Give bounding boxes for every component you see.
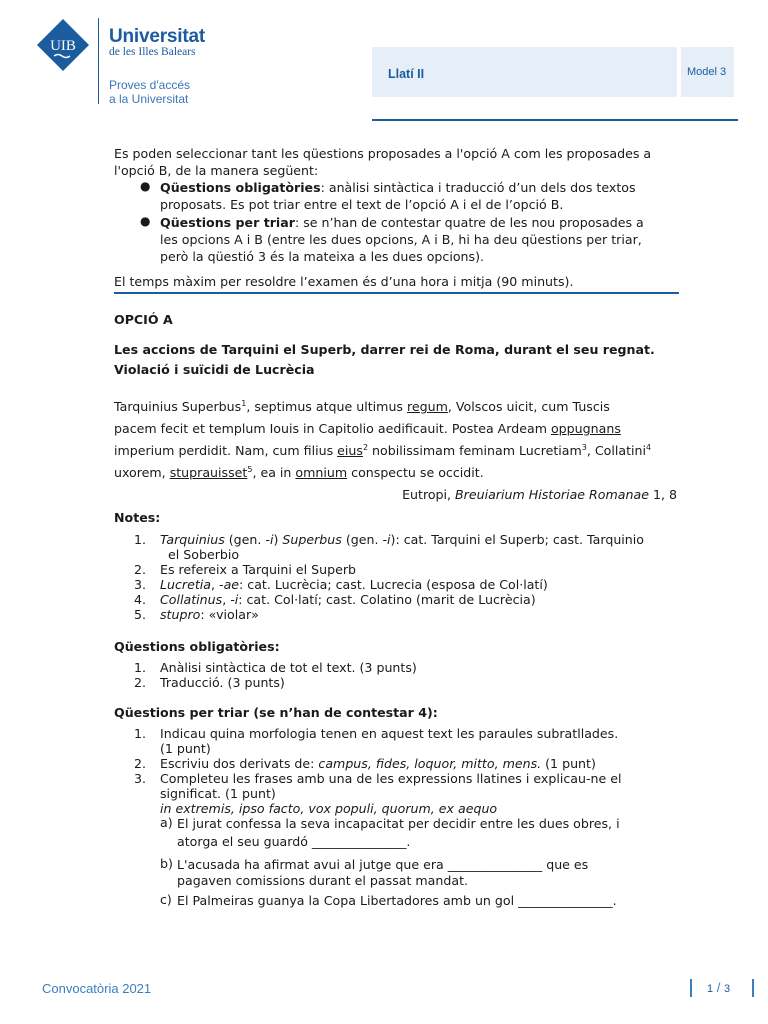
proves-label (109, 78, 190, 106)
footnote-ref: 1 (241, 398, 247, 408)
latin-line1 (114, 398, 677, 415)
bullet-optional-text: : se n’han de contestar quatre de les nou proposades a (294, 215, 644, 230)
proves-line2: a la Universitat (109, 92, 189, 106)
intro-line1: Es poden seleccionar tant les qüestions proposades a l'opció A com les proposades a (114, 146, 652, 161)
expressions-list: in extremis, ipso facto, vox populi, quorum, ex aequo (160, 801, 498, 816)
bullet-mandatory-bold: Qüestions obligatòries (160, 180, 321, 195)
underlined-word: eius (337, 443, 363, 458)
list-number: 1. (134, 660, 147, 675)
note-italic: -i (265, 532, 274, 547)
note-item (160, 592, 677, 607)
sub-item-c-line1: El Palmeiras guanya la Copa Libertadores amb un gol _______________. (177, 893, 617, 908)
note-text: : «violar» (200, 607, 259, 622)
bullet-optional-line3: però la qüestió 3 és la mateixa a les dues opcions). (160, 249, 484, 264)
q2-points: (1 punt) (541, 756, 596, 771)
proves-line1: Proves d'accés (109, 78, 190, 92)
note-text: ) (273, 532, 283, 547)
latin-seg: pacem fecit et templum Iouis in Capitolio aedificauit. Postea Ardeam (114, 421, 551, 436)
source-work: Breuiarium Historiae Romanae (455, 487, 649, 502)
list-number: 5. (134, 607, 147, 622)
latin-seg: , ea in (252, 465, 296, 480)
q2-words: campus, fides, loquor, mitto, mens. (318, 756, 542, 771)
time-limit: El temps màxim per resoldre l’examen és d’una hora i mitja (90 minuts). (114, 274, 574, 289)
footnote-ref: 4 (646, 442, 652, 452)
option-heading: OPCIÓ A (114, 312, 173, 327)
sub-item-b-line2: pagaven comissions durant el passat mandat. (177, 873, 469, 888)
sub-letter: a) (160, 815, 173, 830)
footer-convocatoria: Convocatòria 2021 (42, 981, 152, 996)
page-total: 3 (723, 983, 731, 995)
mandatory-item: Anàlisi sintàctica de tot el text. (3 punts) (160, 660, 417, 675)
list-number: 4. (134, 592, 147, 607)
note-text: ): cat. Tarquini el Superb; cast. Tarquinio (390, 532, 644, 547)
note-item (160, 577, 677, 592)
page-sep: / (713, 980, 724, 995)
subject-title: Llatí II (388, 67, 425, 81)
question-3-line1: Completeu les frases amb una de les expressions llatines i explicau-ne el (160, 771, 622, 786)
latin-line4 (114, 464, 677, 481)
note-text: (gen. (224, 532, 266, 547)
bullet-icon: ● (140, 214, 151, 228)
list-number: 3. (134, 771, 147, 786)
source-author: Eutropi, (402, 487, 456, 502)
note-text: : cat. Col·latí; cast. Colatino (marit de Lucrècia) (238, 592, 536, 607)
footnote-ref: 5 (247, 464, 253, 474)
source-citation (114, 486, 677, 503)
note-italic: -ae (219, 577, 240, 592)
note-text: , (211, 577, 220, 592)
list-number: 2. (134, 756, 147, 771)
logo-text: UIB (50, 38, 76, 54)
note-italic: -i (230, 592, 239, 607)
text-title-line1: Les accions de Tarquini el Superb, darrer rei de Roma, durant el seu regnat. (114, 342, 655, 357)
latin-line2 (114, 420, 677, 437)
page-bar-right (752, 979, 754, 997)
list-number: 1. (134, 726, 147, 741)
question-1-line1: Indicau quina morfologia tenen en aquest text les paraules subratllades. (160, 726, 619, 741)
question-3-line2: significat. (1 punt) (160, 786, 276, 801)
bullet-mandatory (160, 179, 677, 196)
underlined-word: stuprauisset (169, 465, 248, 480)
q2-text: Escriviu dos derivats de: (160, 756, 319, 771)
bullet-optional-bold: Qüestions per triar (160, 215, 295, 230)
university-subtitle: de les Illes Balears (109, 46, 196, 58)
note-text: : cat. Lucrècia; cast. Lucrecia (esposa de Col·latí) (239, 577, 548, 592)
page-current: 1 (707, 983, 714, 995)
note-italic: Tarquinius (160, 532, 225, 547)
note-text: (gen. (341, 532, 383, 547)
mandatory-heading: Qüestions obligatòries: (114, 639, 280, 654)
page-bar-left (690, 979, 692, 997)
list-number: 3. (134, 577, 147, 592)
header-divider (98, 18, 99, 104)
sub-item-b-line1: L'acusada ha afirmat avui al jutge que era _______________ que es (177, 857, 589, 872)
note-italic: Lucretia (160, 577, 212, 592)
section-rule (114, 292, 679, 294)
note-italic: -i (382, 532, 391, 547)
note-text: , (222, 592, 231, 607)
mandatory-item: Traducció. (3 punts) (160, 675, 285, 690)
note-item-line2: el Soberbio (168, 547, 240, 562)
question-2 (160, 756, 677, 771)
bullet-icon: ● (140, 179, 151, 193)
uib-logo-icon (36, 18, 90, 72)
latin-seg: , Collatini (586, 443, 647, 458)
sub-item-a-line1: El jurat confessa la seva incapacitat per decidir entre les dues obres, i (177, 816, 620, 831)
bullet-optional-line2: les opcions A i B (entre les dues opcions, A i B, hi ha deu qüestions per triar, (160, 232, 642, 247)
note-item (160, 607, 677, 622)
underlined-word: omnium (295, 465, 348, 480)
note-italic: Superbus (282, 532, 342, 547)
list-number: 1. (134, 532, 147, 547)
latin-seg: , septimus atque ultimus (246, 399, 407, 414)
underlined-word: regum (407, 399, 448, 414)
latin-seg: , Volscos uicit, cum Tuscis (447, 399, 610, 414)
note-item: Es refereix a Tarquini el Superb (160, 562, 357, 577)
bullet-optional (160, 214, 677, 231)
text-title-line2: Violació i suïcidi de Lucrècia (114, 362, 315, 377)
bullet-mandatory-text: : anàlisi sintàctica i traducció d’un dels dos textos (320, 180, 636, 195)
footnote-ref: 2 (362, 442, 369, 452)
note-italic: Collatinus (160, 592, 223, 607)
note-italic: stupro (160, 607, 201, 622)
list-number: 2. (134, 562, 147, 577)
note-item (160, 532, 677, 547)
footnote-ref: 3 (581, 442, 587, 452)
list-number: 2. (134, 675, 147, 690)
latin-seg: imperium perdidit. Nam, cum filius (114, 443, 338, 458)
source-ref: 1, 8 (648, 487, 677, 502)
sub-item-a-line2: atorga el seu guardó _______________. (177, 834, 411, 849)
header-rule (372, 119, 738, 121)
latin-seg: uxorem, (114, 465, 170, 480)
sub-letter: c) (160, 892, 172, 907)
latin-seg: conspectu se occidit. (347, 465, 484, 480)
university-name: Universitat (109, 26, 206, 47)
latin-seg: nobilissimam feminam Lucretiam (368, 443, 582, 458)
notes-heading: Notes: (114, 510, 161, 525)
page-number (707, 980, 730, 995)
model-label: Model 3 (687, 66, 727, 78)
question-1-line2: (1 punt) (160, 741, 211, 756)
latin-line3 (114, 442, 677, 459)
intro-line2: l'opció B, de la manera següent: (114, 163, 319, 178)
bullet-mandatory-line2: proposats. Es pot triar entre el text de l’opció A i el de l’opció B. (160, 197, 564, 212)
sub-letter: b) (160, 856, 173, 871)
optional-heading: Qüestions per triar (se n’han de contestar 4): (114, 705, 438, 720)
underlined-word: oppugnans (550, 421, 621, 436)
latin-seg: Tarquinius Superbus (114, 399, 242, 414)
